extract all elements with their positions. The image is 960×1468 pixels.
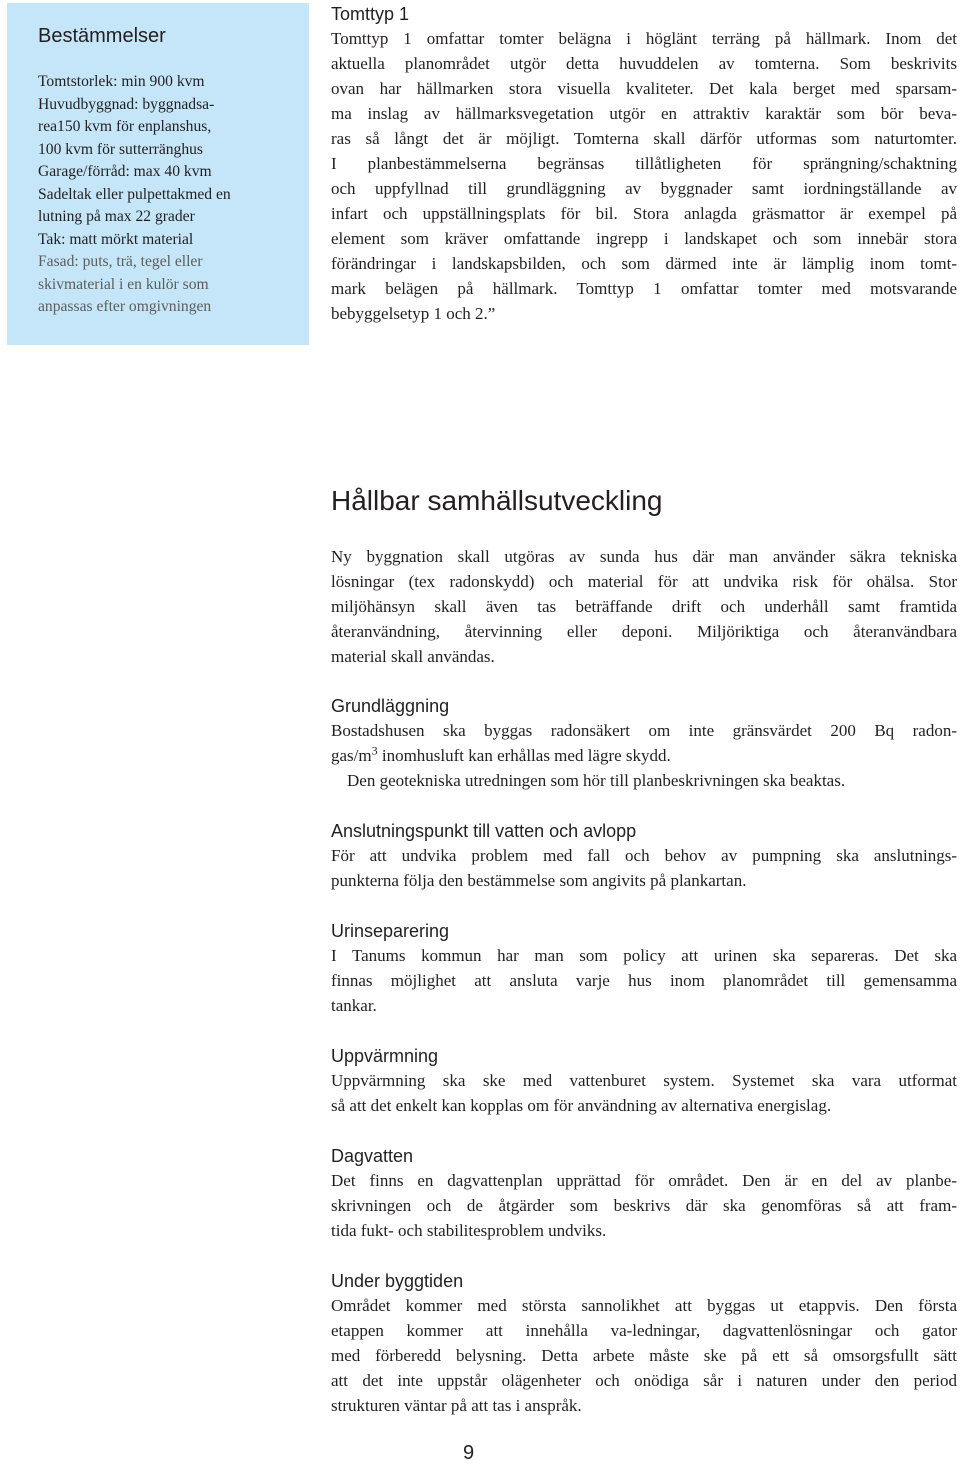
anslutning-section: [331, 819, 957, 893]
text-line: att det inte uppstår olägenheter och onödiga sår i naturen under den period: [331, 1371, 957, 1390]
sidebar-line: Tak: matt mörkt material: [38, 230, 194, 248]
hallbar-paragraph: [331, 544, 957, 669]
sidebar-line: Tomtstorlek: min 900 kvm: [38, 73, 205, 90]
sidebar-line: 100 kvm för sutterränghus: [38, 140, 204, 158]
byggtiden-paragraph: [331, 1293, 957, 1418]
text-line: ma inslag av hällmarksvegetation utgör en attraktiv karaktär som bör beva-: [331, 104, 957, 123]
bestammelser-box: [7, 3, 309, 345]
sidebar-line: skivmaterial i en kulör som: [38, 275, 209, 293]
text-line: mark belägen på hällmark. Tomttyp 1 omfattar tomter med motsvarande: [331, 279, 957, 298]
dagvatten-section: [331, 1144, 957, 1243]
hallbar-section: [331, 484, 957, 669]
anslutning-paragraph: [331, 843, 957, 893]
text-line: etappen kommer att innehålla va-ledningar, dagvattenlösningar och gator: [331, 1321, 957, 1340]
page-number: 9: [463, 1442, 475, 1464]
text-line: förändringar i landskapsbilden, och som därmed inte är lämplig inom tomt-: [331, 254, 957, 273]
grundlaggning-heading: Grundläggning: [331, 696, 450, 716]
text-line: så att det enkelt kan kopplas om för användning av alternativa energislag.: [331, 1096, 832, 1115]
text-line: Bostadshusen ska byggas radonsäkert om inte gränsvärdet 200 Bq radon-: [331, 721, 957, 740]
section-heading: Hållbar samhällsutveckling: [331, 485, 663, 516]
text-line: För att undvika problem med fall och behov av pumpning ska anslutnings-: [331, 846, 957, 865]
text-line: med förberedd belysning. Detta arbete måste ske på ett så omsorgsfullt sätt: [331, 1346, 957, 1365]
tomttyp-heading: Tomttyp 1: [331, 4, 410, 24]
grundlaggning-section: [331, 694, 957, 793]
text-line: miljöhänsyn skall även tas beträffande drift och underhåll samt framtida: [331, 597, 957, 616]
text-line: Området kommer med största sannolikhet att byggas ut etappvis. Den första: [331, 1296, 957, 1315]
byggtiden-section: [331, 1269, 957, 1418]
text-line: element som kräver omfattande ingrepp i landskapet och som innebär stora: [331, 229, 957, 248]
byggtiden-heading: Under byggtiden: [331, 1271, 464, 1291]
anslutning-heading: Anslutningspunkt till vatten och avlopp: [331, 821, 637, 841]
text-line: ovan har hällmarken stora visuella kvaliteter. Det kala berget med sparsam-: [331, 79, 957, 98]
text-line: Ny byggnation skall utgöras av sunda hus där man använder säkra tekniska: [331, 547, 957, 566]
text-line: aktuella planområdet utgör detta huvuddelen av tomterna. Som beskrivits: [331, 54, 957, 73]
text-line: skrivningen och de åtgärder som beskrivs där ska genomföras så att fram-: [331, 1196, 957, 1215]
sidebar-line: Huvudbyggnad: byggnadsa-: [38, 95, 215, 113]
sidebar-line: rea150 kvm för enplanshus,: [38, 118, 212, 135]
text-line: gas/$m^3$ inomhusluft kan erhållas med lägre skydd.: [331, 743, 671, 765]
text-line: och uppfyllnad till grundläggning av byggnader samt iordningställande av: [331, 179, 957, 198]
text-line: lösningar (tex radonskydd) och material för att undvika risk för ohälsa. Stor: [331, 572, 957, 591]
text-line: tida fukt- och stabilitesproblem undviks.: [331, 1221, 607, 1240]
tomttyp-section: [331, 2, 957, 326]
dagvatten-paragraph: [331, 1168, 957, 1243]
text-line: strukturen väntar på att tas i anspråk.: [331, 1396, 582, 1415]
text-line: infart och uppställningsplats för bil. Stora anlagda gräsmattor är exempel på: [331, 204, 957, 223]
sidebar-line: Garage/förråd: max 40 kvm: [38, 163, 212, 180]
uppvarmning-section: [331, 1044, 957, 1118]
sidebar-line: anpassas efter omgivningen: [38, 298, 212, 315]
tomttyp-paragraph: [331, 26, 957, 326]
sidebar-line: Fasad: puts, trä, tegel eller: [38, 253, 203, 270]
text-line: finnas möjlighet att ansluta varje hus inom planområdet till gemensamma: [331, 971, 957, 990]
text-line: Det finns en dagvattenplan upprättad för området. Den är en del av planbe-: [331, 1171, 957, 1190]
urinseparering-paragraph: [331, 943, 957, 1018]
text-line: material skall användas.: [331, 647, 495, 666]
sidebar-line: lutning på max 22 grader: [38, 208, 195, 225]
text-line: punkterna följa den bestämmelse som angivits på plankartan.: [331, 871, 747, 890]
sidebar-title: Bestämmelser: [38, 25, 166, 47]
text-line: tankar.: [331, 996, 377, 1015]
uppvarmning-heading: Uppvärmning: [331, 1046, 439, 1066]
sidebar-list: [38, 71, 289, 319]
dagvatten-heading: Dagvatten: [331, 1146, 414, 1166]
sidebar-line: Sadeltak eller pulpettakmed en: [38, 185, 231, 203]
text-line: ras så långt det är möjligt. Tomterna skall därför utformas som naturtomter.: [331, 129, 957, 148]
text-line: Uppvärmning ska ske med vattenburet system. Systemet ska vara utformat: [331, 1071, 957, 1090]
text-line: bebyggelsetyp 1 och 2.”: [331, 304, 496, 323]
text-line: I planbestämmelserna begränsas tillåtligheten för sprängning/schaktning: [331, 154, 957, 173]
text-line: Den geotekniska utredningen som hör till planbeskrivningen ska beaktas.: [347, 771, 846, 790]
urinseparering-section: [331, 919, 957, 1018]
text-line: återanvändning, återvinning eller deponi. Miljöriktiga och återanvändbara: [331, 622, 957, 641]
urinseparering-heading: Urinseparering: [331, 921, 450, 941]
text-line: Tomttyp 1 omfattar tomter belägna i höglänt terräng på hällmark. Inom det: [331, 29, 957, 48]
uppvarmning-paragraph: [331, 1068, 957, 1118]
text-line: I Tanums kommun har man som policy att urinen ska separeras. Det ska: [331, 946, 957, 965]
grundlaggning-paragraph: [331, 718, 957, 793]
